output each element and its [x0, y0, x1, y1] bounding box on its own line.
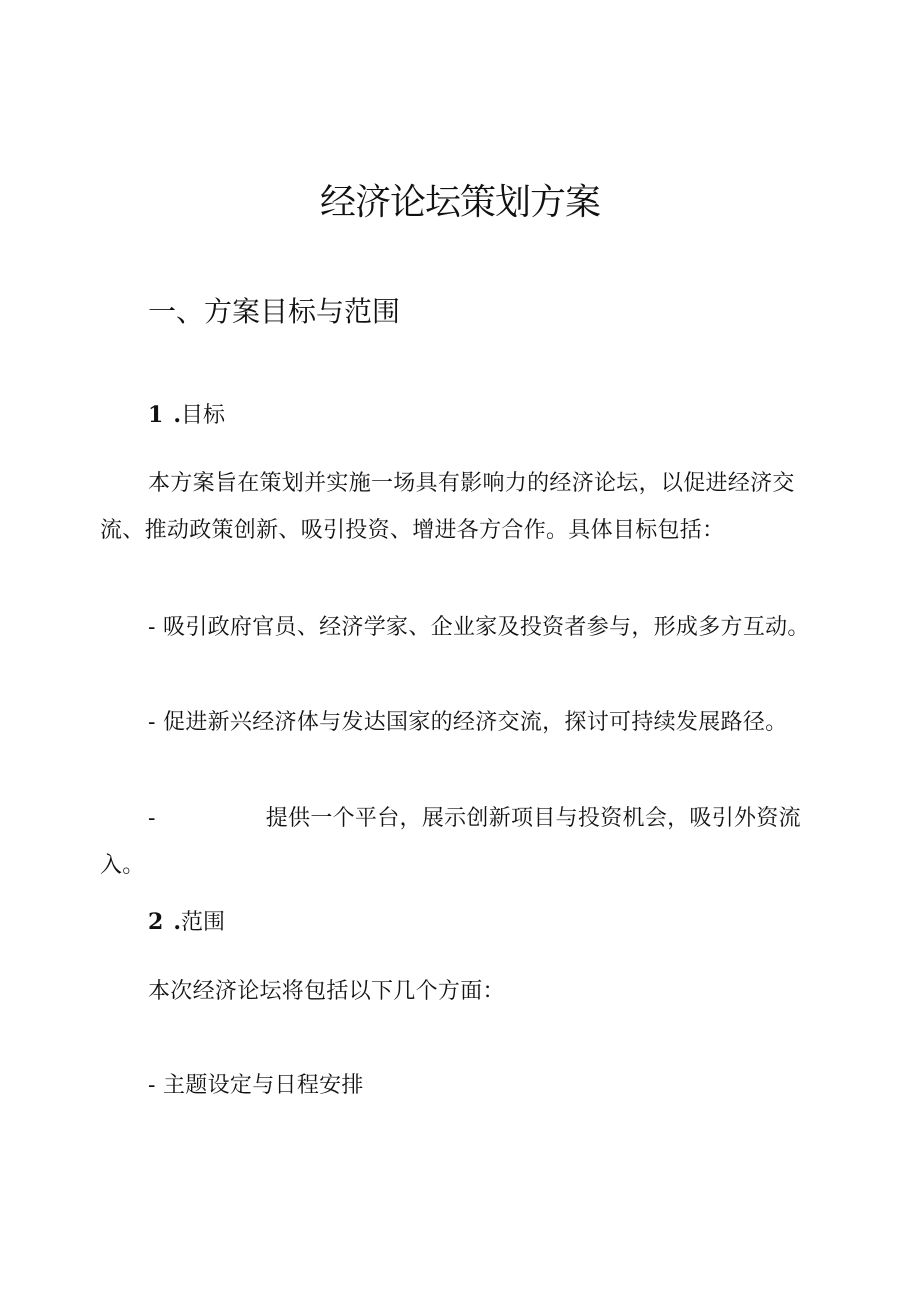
subsection-label: 目标 [180, 403, 225, 428]
goal-bullet-2 [100, 699, 810, 746]
bullet-text: 吸引政府官员、经济学家、企业家及投资者参与，形成多方互动。 [163, 615, 810, 640]
document-title: 经济论坛策划方案 [319, 182, 600, 223]
subsection-dot: . [173, 402, 181, 428]
bullet-dash: - [148, 1073, 156, 1098]
subsection-heading-scope [148, 907, 225, 938]
subsection-number: 2 [148, 909, 164, 935]
scope-bullet-1 [100, 1062, 810, 1109]
bullet-text: 促进新兴经济体与发达国家的经济交流，探讨可持续发展路径。 [163, 710, 788, 735]
subsection-label: 范围 [180, 910, 225, 935]
subsection-number: 1 [148, 402, 164, 428]
scope-intro-paragraph: 本次经济论坛将包括以下几个方面： [148, 979, 505, 1004]
bullet-dash: - [148, 806, 156, 831]
section-heading: 一、方案目标与范围 [148, 295, 401, 328]
bullet-dash: - [148, 710, 156, 735]
goal-bullet-3 [100, 795, 810, 889]
subsection-dot: . [173, 909, 181, 935]
subsection-heading-goals [148, 400, 225, 431]
bullet-dash: - [148, 615, 156, 640]
goals-intro-paragraph: 本方案旨在策划并实施一场具有影响力的经济论坛，以促进经济交流、推动政策创新、吸引投资、增进各方合作。具体目标包括： [100, 471, 795, 543]
bullet-text: 提供一个平台，展示创新项目与投资机会，吸引外资流入。 [100, 806, 801, 878]
goal-bullet-1 [100, 604, 810, 651]
bullet-text: 主题设定与日程安排 [163, 1073, 364, 1098]
